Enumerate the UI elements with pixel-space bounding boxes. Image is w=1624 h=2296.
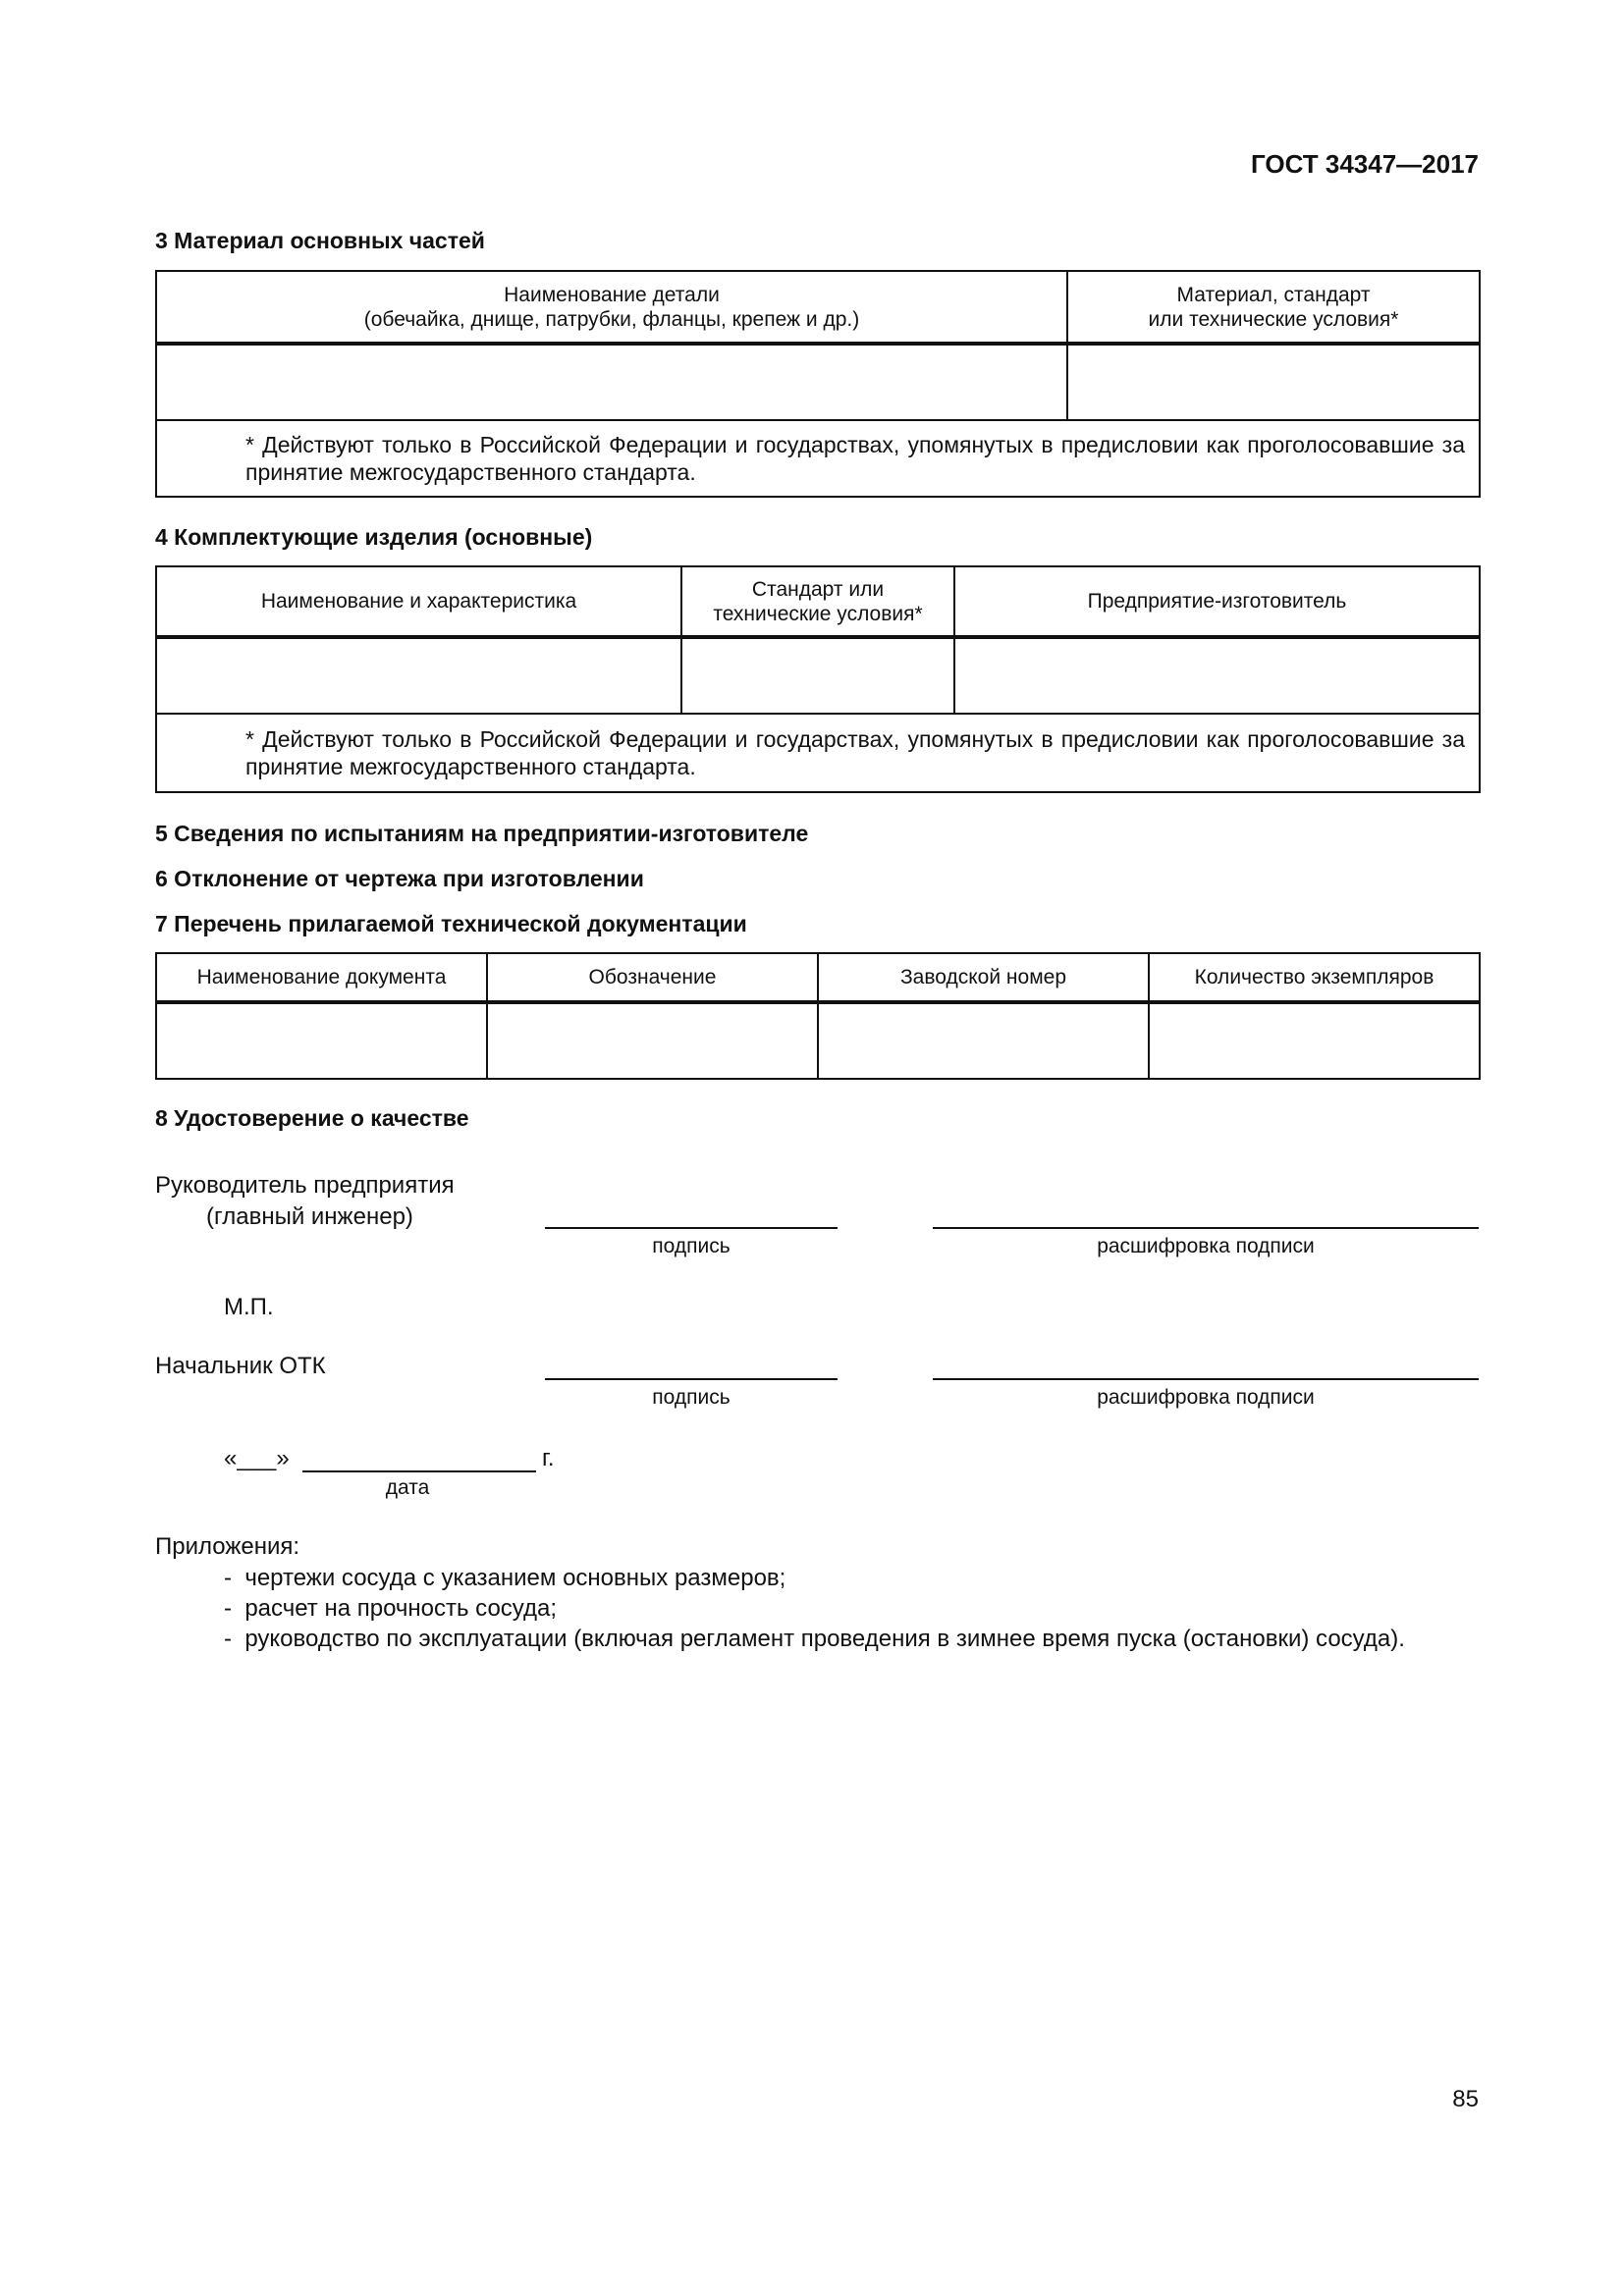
components-table-header: [156, 566, 1480, 637]
date-caption: дата: [385, 1476, 430, 1499]
table-row: [156, 637, 1480, 714]
document-code: ГОСТ 34347—2017: [1251, 149, 1479, 179]
list-item: - руководство по эксплуатации (включая регламент проведения в зимнее время пуска (остановки) сосуда).: [224, 1624, 1405, 1654]
table-row: [156, 1002, 1480, 1079]
footnote: * Действуют только в Российской Федерации и государствах, упомянутых в предисловии как проголосовавшие за принятие межгосударственного стандарта.: [245, 726, 1465, 779]
page-number: 85: [1452, 2086, 1479, 2112]
table-cell: [156, 344, 1067, 420]
list-item: - расчет на прочность сосуда;: [224, 1593, 1405, 1624]
section-6-title: 6 Отклонение от чертежа при изготовлении: [155, 866, 644, 891]
table-cell: [681, 637, 954, 714]
qc-head-label: Начальник ОТК: [155, 1353, 326, 1379]
signature-decoding-line: [933, 1378, 1479, 1380]
column-header-material-standard: Материал, стандарт или технические условия*: [1067, 271, 1480, 344]
materials-table: [155, 270, 1481, 498]
column-header-manufacturer: Предприятие-изготовитель: [954, 566, 1480, 637]
appendices-title: Приложения:: [155, 1533, 300, 1560]
table-cell: [487, 1002, 818, 1079]
stamp-placeholder: М.П.: [224, 1294, 274, 1320]
materials-table-header: [156, 271, 1480, 344]
signature-decoding-caption: расшифровка подписи: [1097, 1386, 1315, 1409]
table-row: [156, 344, 1480, 420]
column-header-standard-specs: Стандарт или технические условия*: [681, 566, 954, 637]
section-8-title: 8 Удостоверение о качестве: [155, 1105, 469, 1131]
section-4-title: 4 Комплектующие изделия (основные): [155, 524, 593, 550]
column-header-document-name: Наименование документа: [156, 953, 487, 1002]
table-cell: [1067, 344, 1480, 420]
table-cell: [156, 637, 681, 714]
signature-decoding-line: [933, 1227, 1479, 1229]
signature-line: [545, 1378, 838, 1380]
table-cell: [818, 1002, 1149, 1079]
appendices-list: [224, 1563, 1405, 1654]
footnote: * Действуют только в Российской Федерации и государствах, упомянутых в предисловии как проголосовавшие за принятие межгосударственного стандарта.: [245, 432, 1465, 485]
footnote-row: [156, 420, 1480, 497]
column-header-copies-count: Количество экземпляров: [1149, 953, 1480, 1002]
date-day-field: «___»: [224, 1445, 290, 1471]
signature-line: [545, 1227, 838, 1229]
column-header-name-characteristics: Наименование и характеристика: [156, 566, 681, 637]
section-5-title: 5 Сведения по испытаниям на предприятии-изготовителе: [155, 821, 809, 846]
table-cell: [954, 637, 1480, 714]
table-cell: [1149, 1002, 1480, 1079]
section-3-title: 3 Материал основных частей: [155, 228, 485, 253]
signature-caption: подпись: [652, 1386, 731, 1409]
documentation-table-header: [156, 953, 1480, 1002]
chief-engineer-label: (главный инженер): [206, 1203, 413, 1230]
documentation-table: [155, 952, 1481, 1080]
signature-caption: подпись: [652, 1235, 731, 1257]
head-of-enterprise-label: Руководитель предприятия: [155, 1172, 455, 1199]
table-cell: [156, 1002, 487, 1079]
footnote-row: [156, 714, 1480, 792]
column-header-designation: Обозначение: [487, 953, 818, 1002]
list-item: - чертежи сосуда с указанием основных размеров;: [224, 1563, 1405, 1593]
year-suffix: г.: [542, 1445, 555, 1471]
column-header-serial-number: Заводской номер: [818, 953, 1149, 1002]
column-header-part-name: Наименование детали (обечайка, днище, патрубки, фланцы, крепеж и др.): [156, 271, 1067, 344]
signature-decoding-caption: расшифровка подписи: [1097, 1235, 1315, 1257]
components-table: [155, 565, 1481, 793]
section-7-title: 7 Перечень прилагаемой технической документации: [155, 911, 747, 936]
date-line: [302, 1470, 536, 1472]
